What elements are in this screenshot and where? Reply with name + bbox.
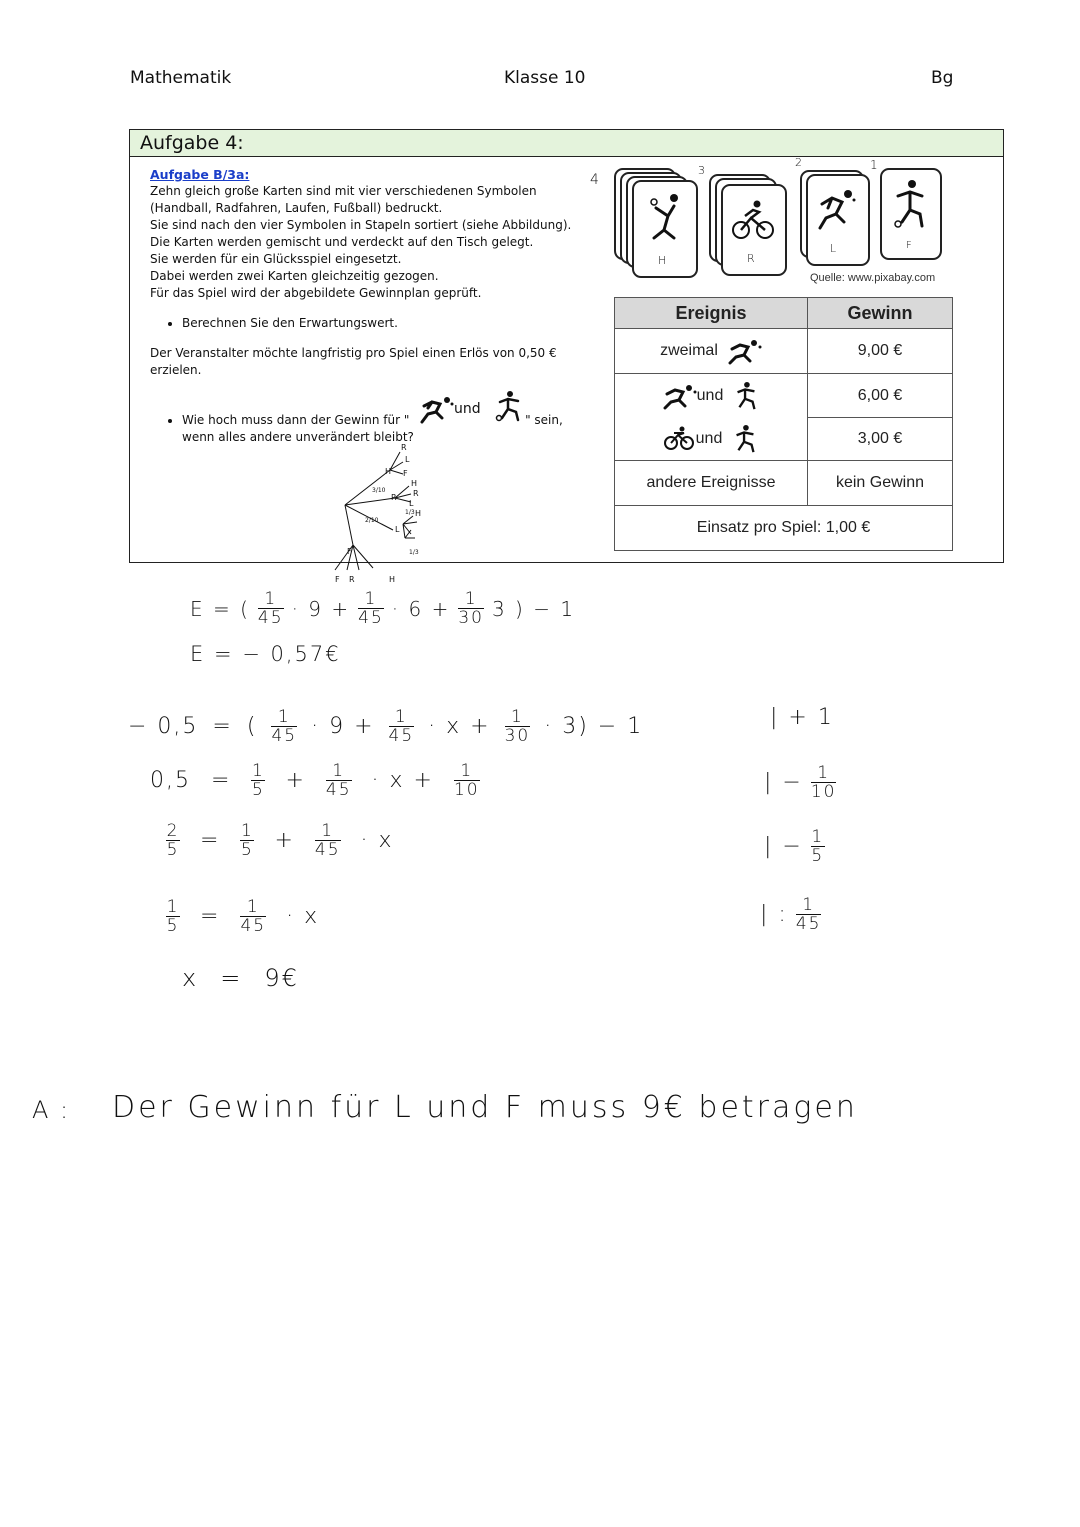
tree-label: L [409, 499, 414, 508]
intro-line: (Handball, Radfahren, Laufen, Fußball) bedruckt. [150, 201, 443, 215]
count-note: 1 [870, 158, 880, 172]
teacher-initials: Bg [931, 68, 954, 88]
football-icon [730, 424, 760, 454]
expectation-result: E = − 0,57€ [190, 642, 341, 666]
tree-label: H [411, 479, 418, 488]
cycling-icon [662, 425, 696, 453]
stake-label: Einsatz pro Spiel: 1,00 € [696, 519, 871, 536]
tree-label: H [415, 509, 422, 518]
table-row: und [615, 417, 807, 460]
running-icon [808, 176, 864, 246]
subject-label: Mathematik [130, 68, 232, 88]
table-row: andere Ereignisse kein Gewinn [615, 461, 952, 506]
bullet-question: Wie hoch muss dann der Gewinn für " " sein, wenn alles andere unverändert bleibt? [168, 412, 628, 446]
image-source: Quelle: www.pixabay.com [810, 272, 936, 284]
task-heading-bar [130, 130, 1003, 157]
intro-line: Dabei werden zwei Karten gleichzeitig gezogen. [150, 269, 439, 283]
equation-result: x = 9€ [182, 964, 299, 992]
equation-step-3: $\frac{2}{5}$ = $\frac{1}{5}$ + $\frac{1}{45}$ · x [166, 821, 394, 860]
handball-icon [634, 182, 692, 252]
intro-line: Die Karten werden gemischt und verdeckt auf den Tisch gelegt. [150, 235, 534, 249]
cycling-icon [723, 186, 781, 256]
tree-label: H [385, 467, 392, 476]
equation-step-4: $\frac{1}{5}$ = $\frac{1}{45}$ · x [166, 897, 320, 936]
tree-label: L [405, 455, 410, 464]
probability-tree [325, 430, 455, 590]
intro-line: Sie sind nach den vier Symbolen in Stapeln sortiert (siehe Abbildung). [150, 218, 572, 232]
tree-label: R [391, 493, 397, 502]
tree-label: R [401, 443, 407, 452]
equation-step-1: − 0,5 = ( $\frac{1}{45}$ · 9 + $\frac{1}{45}$ · x + $\frac{1}{30}$ · 3) − 1 [128, 707, 644, 746]
tree-label: F [403, 469, 408, 478]
intro-line: Sie werden für ein Glücksspiel eingesetzt. [150, 252, 402, 266]
tree-label: F [335, 575, 340, 584]
card-stack-f: F [880, 168, 942, 260]
bullet-icon [168, 419, 172, 423]
football-icon [882, 170, 938, 240]
class-label: Klasse 10 [504, 68, 586, 88]
und-label: und [454, 401, 481, 417]
tree-label: H [389, 575, 396, 584]
tree-label: L [395, 525, 400, 534]
table-row: und [615, 374, 807, 417]
tree-label: R [349, 575, 355, 584]
operation-note-4: | : $\frac{1}{45}$ [760, 895, 822, 934]
task-heading: Aufgabe 4: [140, 132, 244, 154]
organizer-text: Der Veranstalter möchte langfristig pro Spiel einen Erlös von 0,50 € erzielen. [150, 346, 557, 377]
table-header-row: Ereignis Gewinn [615, 298, 952, 329]
intro-line: Zehn gleich große Karten sind mit vier verschiedenen Symbolen [150, 184, 537, 198]
bullet-expectation: Berechnen Sie den Erwartungswert. [168, 315, 398, 332]
operation-note-3: | − $\frac{1}{5}$ [764, 827, 825, 866]
count-note: 2 [795, 156, 804, 169]
football-icon [731, 381, 761, 411]
count-note: 4 [590, 172, 601, 188]
operation-note-2: | − $\frac{1}{10}$ [764, 763, 837, 802]
tree-prob: 1/3 [409, 549, 419, 556]
intro-line: Für das Spiel wird der abgebildete Gewinnplan geprüft. [150, 286, 482, 300]
running-icon [661, 382, 697, 410]
tree-prob: 2/10 [365, 517, 379, 524]
answer-text: Der Gewinn für L und F muss 9€ betragen [112, 1090, 858, 1125]
tree-label: F [347, 547, 352, 556]
expectation-line-1: E = ( $\frac{1}{45}$ · 9 + $\frac{1}{45}$ · 6 + $\frac{1}{30}$ 3 ) − 1 [190, 589, 576, 628]
answer-prefix: A : [32, 1096, 71, 1124]
tree-prob: 3/10 [372, 487, 386, 494]
bullet-icon [168, 322, 172, 326]
problem-ref: Aufgabe B/3a: [150, 167, 250, 182]
problem-text [150, 166, 600, 302]
count-note: 3 [698, 164, 707, 177]
running-icon [726, 337, 762, 365]
equation-step-2: 0,5 = $\frac{1}{5}$ + $\frac{1}{45}$ · x + $\frac{1}{10}$ [150, 761, 480, 800]
win-table: Ereignis Gewinn zweimal 9,00 € und 6,00 € und 3,00 € andere Ereignisse kein Gewinn Einsatz pro Spiel: 1,00 € [614, 297, 953, 551]
tree-prob: 1/3 [405, 509, 415, 516]
football-icon [494, 390, 524, 422]
operation-note-1: | + 1 [770, 705, 834, 730]
table-row: zweimal 9,00 € [615, 329, 952, 374]
tree-label: R [413, 489, 419, 498]
running-icon [418, 394, 454, 424]
